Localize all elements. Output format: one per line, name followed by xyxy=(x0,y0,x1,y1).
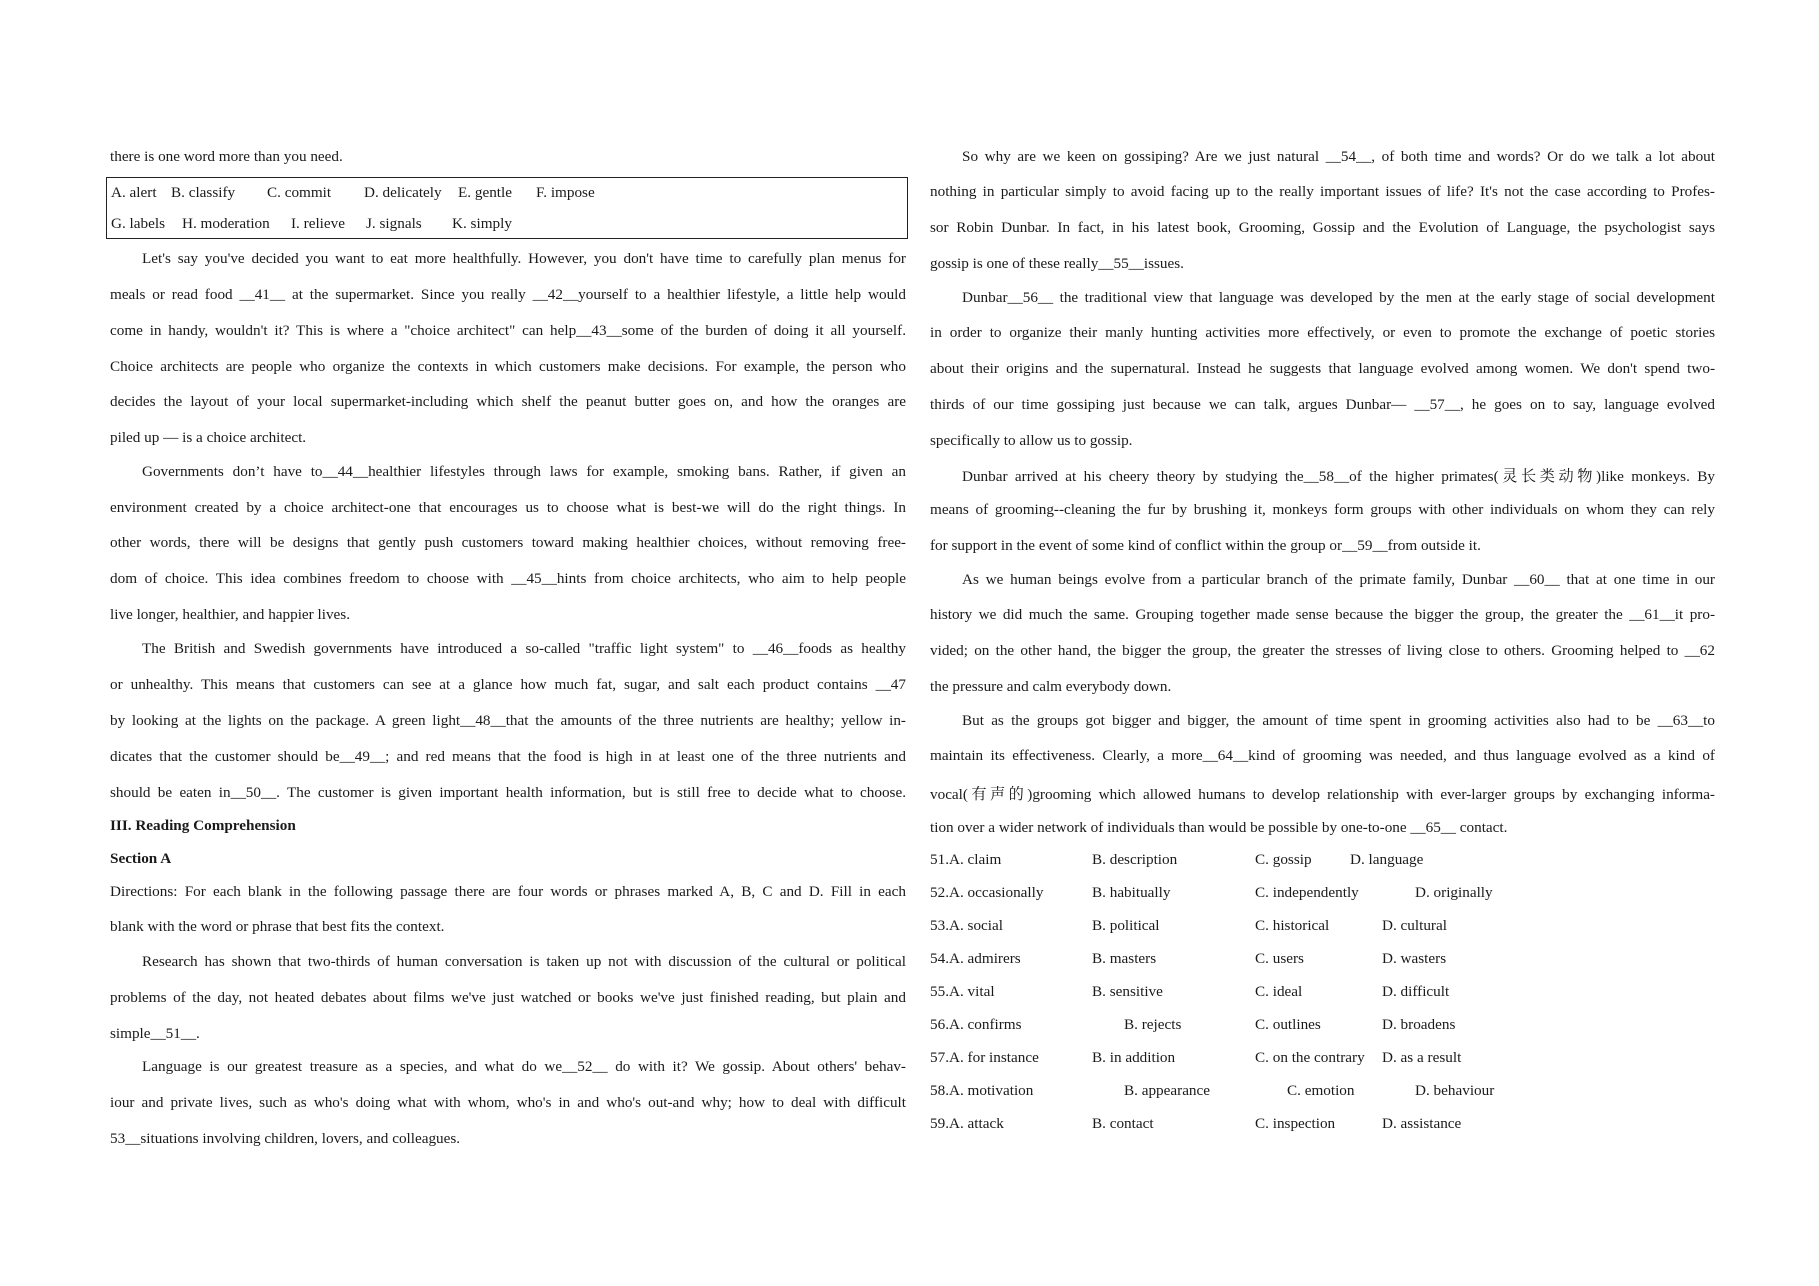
choice-option: 51.A. claim xyxy=(930,851,1002,868)
choice-option: 59.A. attack xyxy=(930,1115,1004,1132)
choice-option: C. independently xyxy=(1255,884,1359,901)
section-heading: III. Reading Comprehension xyxy=(110,817,296,834)
passage-line: Dunbar arrived at his cheery theory by studying the__58__of the higher primates(灵长类动物)like monkeys. By xyxy=(962,468,1715,485)
choice-row-56 xyxy=(930,1016,1715,1036)
choice-row-58 xyxy=(930,1082,1715,1102)
passage-line: dicates that the customer should be__49__; and red means that the food is high in at least one of the three nutrients and xyxy=(110,748,906,765)
word-option: G. labels xyxy=(111,215,165,232)
passage-line: nothing in particular simply to avoid facing up to the really important issues of life? It's not the case according to Profes- xyxy=(930,183,1715,200)
passage-line: for support in the event of some kind of conflict within the group or__59__from outside it. xyxy=(930,537,1481,554)
passage-line: simple__51__. xyxy=(110,1025,200,1042)
word-option: C. commit xyxy=(267,184,332,201)
passage-line: maintain its effectiveness. Clearly, a more__64__kind of grooming was needed, and thus language evolved as a kind of xyxy=(930,747,1715,764)
passage-line: the pressure and calm everybody down. xyxy=(930,678,1172,695)
passage-line: decides the layout of your local supermarket-including which shelf the peanut butter goes on, and how the oranges are xyxy=(110,393,906,410)
passage-line: iour and private lives, such as who's doing what with whom, who's in and who's out-and why; how to deal with difficult xyxy=(110,1094,906,1111)
passage-line: environment created by a choice architect-one that encourages us to choose what is best-we will do the right things. In xyxy=(110,499,906,516)
choice-option: B. political xyxy=(1092,917,1160,934)
choice-row-54 xyxy=(930,950,1715,970)
passage-line: Dunbar__56__ the traditional view that language was developed by the men at the early stage of social development xyxy=(962,289,1715,306)
choice-option: B. contact xyxy=(1092,1115,1154,1132)
choice-option: 56.A. confirms xyxy=(930,1016,1022,1033)
choice-option: C. inspection xyxy=(1255,1115,1336,1132)
choice-option: B. masters xyxy=(1092,950,1157,967)
choice-option: B. appearance xyxy=(1124,1082,1211,1099)
word-option: I. relieve xyxy=(291,215,345,232)
passage-line: should be eaten in__50__. The customer is given important health information, but is still free to decide what to choose. xyxy=(110,784,906,801)
passage-line: other words, there will be designs that gently push customers toward making healthier choices, without removing free- xyxy=(110,534,906,551)
choice-row-53 xyxy=(930,917,1715,937)
passage-line: Research has shown that two-thirds of human conversation is taken up not with discussion of the cultural or political xyxy=(142,953,906,970)
passage-line: gossip is one of these really__55__issues. xyxy=(930,255,1184,272)
choice-option: B. in addition xyxy=(1092,1049,1176,1066)
choice-option: C. historical xyxy=(1255,917,1330,934)
word-option: A. alert xyxy=(111,184,157,201)
choice-option: 55.A. vital xyxy=(930,983,995,1000)
choice-option: D. behaviour xyxy=(1415,1082,1495,1099)
directions-line: blank with the word or phrase that best fits the context. xyxy=(110,918,445,935)
choice-row-55 xyxy=(930,983,1715,1003)
passage-line: 53__situations involving children, lovers, and colleagues. xyxy=(110,1130,461,1147)
choice-option: D. wasters xyxy=(1382,950,1447,967)
passage-line: Language is our greatest treasure as a species, and what do we__52__ do with it? We gossip. About others' behav- xyxy=(142,1058,906,1075)
passage-line: or unhealthy. This means that customers can see at a glance how much fat, sugar, and salt each product contains __47 xyxy=(110,676,906,693)
choice-option: C. users xyxy=(1255,950,1304,967)
choice-row-57 xyxy=(930,1049,1715,1069)
choice-option: D. broadens xyxy=(1382,1016,1456,1033)
choice-option: D. language xyxy=(1350,851,1424,868)
passage-line: about their origins and the supernatural. Instead he suggests that language evolved among women. We don't spend two- xyxy=(930,360,1715,377)
choice-row-51 xyxy=(930,851,1715,871)
choice-option: D. assistance xyxy=(1382,1115,1462,1132)
word-bank-box xyxy=(106,177,908,239)
choice-option: C. emotion xyxy=(1287,1082,1355,1099)
passage-line: come in handy, wouldn't it? This is where a "choice architect" can help__43__some of the burden of doing it all yourself. xyxy=(110,322,906,339)
passage-line: sor Robin Dunbar. In fact, in his latest book, Grooming, Gossip and the Evolution of Language, the psychologist says xyxy=(930,219,1715,236)
passage-line: in order to organize their manly hunting activities more effectively, or even to promote the exchange of poetic stories xyxy=(930,324,1715,341)
passage-line: history we did much the same. Grouping together made sense because the bigger the group, the greater the __61__it pro- xyxy=(930,606,1715,623)
passage-line: means of grooming--cleaning the fur by brushing it, monkeys form groups with other individuals on whom they can rely xyxy=(930,501,1715,518)
choice-option: 58.A. motivation xyxy=(930,1082,1034,1099)
choice-option: B. description xyxy=(1092,851,1178,868)
choice-option: C. ideal xyxy=(1255,983,1303,1000)
passage-line: vocal(有声的)grooming which allowed humans to develop relationship with ever-larger groups by exchanging informa- xyxy=(930,786,1715,803)
word-option: H. moderation xyxy=(182,215,270,232)
choice-option: C. on the contrary xyxy=(1255,1049,1365,1066)
choice-row-52 xyxy=(930,884,1715,904)
passage-line: meals or read food __41__ at the supermarket. Since you really __42__yourself to a healthier lifestyle, a little help would xyxy=(110,286,906,303)
passage-line: Choice architects are people who organize the contexts in which customers make decisions. For example, the person who xyxy=(110,358,906,375)
choice-option: B. sensitive xyxy=(1092,983,1163,1000)
passage-line: piled up — is a choice architect. xyxy=(110,429,307,446)
choice-option: D. as a result xyxy=(1382,1049,1462,1066)
choice-option: D. originally xyxy=(1415,884,1493,901)
passage-line: The British and Swedish governments have introduced a so-called "traffic light system" to __46__foods as healthy xyxy=(142,640,906,657)
word-option: F. impose xyxy=(536,184,595,201)
passage-line: thirds of our time gossiping just because we can talk, argues Dunbar— __57__, he goes on to say, language evolved xyxy=(930,396,1715,413)
choice-option: B. habitually xyxy=(1092,884,1171,901)
passage-line: by looking at the lights on the package. A green light__48__that the amounts of the three nutrients are healthy; yellow in- xyxy=(110,712,906,729)
choice-option: 54.A. admirers xyxy=(930,950,1021,967)
passage-line: Governments don’t have to__44__healthier lifestyles through laws for example, smoking bans. Rather, if given an xyxy=(142,463,906,480)
passage-line: specifically to allow us to gossip. xyxy=(930,432,1133,449)
word-option: D. delicately xyxy=(364,184,442,201)
word-option: E. gentle xyxy=(458,184,512,201)
word-option: K. simply xyxy=(452,215,512,232)
directions-line: Directions: For each blank in the following passage there are four words or phrases marked A, B, C and D. Fill in each xyxy=(110,883,906,900)
word-option: J. signals xyxy=(366,215,422,232)
choice-option: D. difficult xyxy=(1382,983,1450,1000)
passage-line: tion over a wider network of individuals than would be possible by one-to-one __65__ contact. xyxy=(930,819,1508,836)
choice-option: C. gossip xyxy=(1255,851,1312,868)
passage-line: But as the groups got bigger and bigger, the amount of time spent in grooming activities also had to be __63__to xyxy=(962,712,1715,729)
word-option: B. classify xyxy=(171,184,236,201)
choice-option: 52.A. occasionally xyxy=(930,884,1044,901)
choice-option: C. outlines xyxy=(1255,1016,1321,1033)
passage-line: So why are we keen on gossiping? Are we just natural __54__, of both time and words? Or do we talk a lot about xyxy=(962,148,1715,165)
instructions-tail: there is one word more than you need. xyxy=(110,148,343,165)
passage-line: dom of choice. This idea combines freedom to choose with __45__hints from choice architects, who aim to help people xyxy=(110,570,906,587)
choice-option: 53.A. social xyxy=(930,917,1003,934)
passage-line: As we human beings evolve from a particular branch of the primate family, Dunbar __60__ that at one time in our xyxy=(962,571,1715,588)
choice-option: 57.A. for instance xyxy=(930,1049,1039,1066)
choice-option: B. rejects xyxy=(1124,1016,1182,1033)
choice-row-59 xyxy=(930,1115,1715,1135)
passage-line: live longer, healthier, and happier lives. xyxy=(110,606,351,623)
passage-line: Let's say you've decided you want to eat more healthfully. However, you don't have time to carefully plan menus for xyxy=(142,250,906,267)
choice-option: D. cultural xyxy=(1382,917,1447,934)
passage-line: problems of the day, not heated debates about films we've just watched or books we've just finished reading, but plain and xyxy=(110,989,906,1006)
passage-line: vided; on the other hand, the bigger the group, the greater the stresses of living close to others. Grooming helped to __62 xyxy=(930,642,1715,659)
section-subheading: Section A xyxy=(110,850,172,867)
